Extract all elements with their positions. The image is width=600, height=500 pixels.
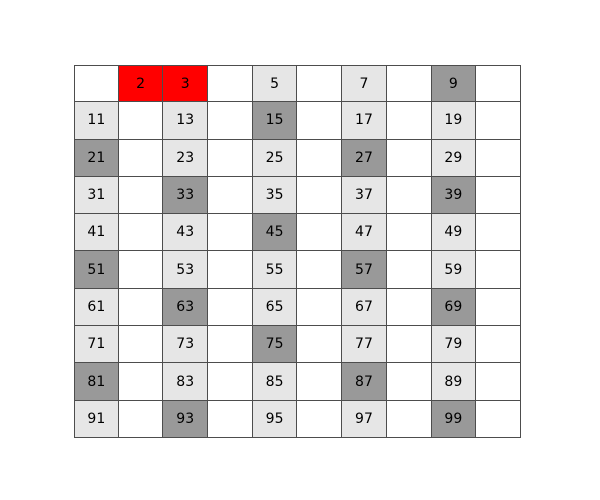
grid-cell-empty (476, 401, 521, 438)
grid-cell-empty (297, 401, 342, 438)
grid-cell-57: 57 (342, 251, 387, 288)
grid-cell-empty (476, 65, 521, 102)
grid-cell-87: 87 (342, 363, 387, 400)
grid-cell-empty (387, 289, 432, 326)
grid-cell-81: 81 (74, 363, 119, 400)
grid-cell-empty (476, 289, 521, 326)
grid-cell-25: 25 (253, 140, 298, 177)
grid-cell-empty (208, 251, 253, 288)
grid-cell-empty (387, 140, 432, 177)
grid-cell-empty (297, 177, 342, 214)
number-grid (74, 65, 521, 438)
grid-cell-23: 23 (163, 140, 208, 177)
grid-cell-27: 27 (342, 140, 387, 177)
grid-cell-63: 63 (163, 289, 208, 326)
grid-cell-45: 45 (253, 214, 298, 251)
grid-cell-empty (119, 140, 164, 177)
grid-cell-empty (387, 363, 432, 400)
grid-cell-empty (476, 251, 521, 288)
grid-cell-empty (119, 326, 164, 363)
grid-cell-43: 43 (163, 214, 208, 251)
grid-cell-75: 75 (253, 326, 298, 363)
grid-cell-empty (119, 177, 164, 214)
grid-cell-55: 55 (253, 251, 298, 288)
grid-cell-empty (297, 363, 342, 400)
grid-cell-empty (476, 363, 521, 400)
grid-cell-71: 71 (74, 326, 119, 363)
grid-cell-89: 89 (432, 363, 477, 400)
grid-cell-empty (387, 65, 432, 102)
grid-cell-37: 37 (342, 177, 387, 214)
grid-cell-77: 77 (342, 326, 387, 363)
grid-cell-51: 51 (74, 251, 119, 288)
grid-cell-19: 19 (432, 102, 477, 139)
grid-cell-95: 95 (253, 401, 298, 438)
grid-cell-empty (208, 65, 253, 102)
grid-cell-empty (476, 140, 521, 177)
grid-cell-empty (74, 65, 119, 102)
grid-cell-99: 99 (432, 401, 477, 438)
grid-cell-91: 91 (74, 401, 119, 438)
grid-cell-empty (119, 363, 164, 400)
grid-cell-17: 17 (342, 102, 387, 139)
grid-cell-15: 15 (253, 102, 298, 139)
grid-cell-empty (387, 326, 432, 363)
grid-cell-empty (119, 289, 164, 326)
grid-cell-empty (297, 140, 342, 177)
grid-cell-73: 73 (163, 326, 208, 363)
grid-cell-empty (208, 140, 253, 177)
grid-cell-33: 33 (163, 177, 208, 214)
grid-cell-empty (476, 177, 521, 214)
grid-cell-61: 61 (74, 289, 119, 326)
grid-cell-11: 11 (74, 102, 119, 139)
grid-cell-empty (387, 401, 432, 438)
grid-cell-9: 9 (432, 65, 477, 102)
grid-cell-empty (208, 214, 253, 251)
grid-cell-41: 41 (74, 214, 119, 251)
grid-cell-empty (297, 251, 342, 288)
grid-cell-5: 5 (253, 65, 298, 102)
grid-cell-empty (208, 326, 253, 363)
grid-cell-29: 29 (432, 140, 477, 177)
grid-cell-21: 21 (74, 140, 119, 177)
grid-cell-47: 47 (342, 214, 387, 251)
grid-cell-31: 31 (74, 177, 119, 214)
grid-cell-empty (387, 177, 432, 214)
grid-cell-empty (297, 289, 342, 326)
grid-cell-13: 13 (163, 102, 208, 139)
grid-cell-65: 65 (253, 289, 298, 326)
grid-cell-empty (297, 65, 342, 102)
grid-cell-empty (119, 214, 164, 251)
grid-cell-93: 93 (163, 401, 208, 438)
grid-cell-85: 85 (253, 363, 298, 400)
grid-cell-empty (119, 401, 164, 438)
grid-cell-empty (297, 214, 342, 251)
grid-cell-empty (208, 102, 253, 139)
grid-cell-83: 83 (163, 363, 208, 400)
grid-cell-empty (476, 326, 521, 363)
grid-cell-79: 79 (432, 326, 477, 363)
grid-cell-empty (476, 102, 521, 139)
grid-cell-empty (387, 251, 432, 288)
grid-cell-empty (208, 363, 253, 400)
grid-cell-53: 53 (163, 251, 208, 288)
grid-cell-67: 67 (342, 289, 387, 326)
grid-cell-empty (208, 401, 253, 438)
grid-cell-35: 35 (253, 177, 298, 214)
grid-cell-empty (387, 214, 432, 251)
grid-cell-empty (297, 102, 342, 139)
grid-cell-49: 49 (432, 214, 477, 251)
grid-cell-empty (208, 289, 253, 326)
grid-cell-2: 2 (119, 65, 164, 102)
grid-cell-empty (119, 251, 164, 288)
grid-cell-empty (476, 214, 521, 251)
grid-cell-39: 39 (432, 177, 477, 214)
grid-cell-empty (208, 177, 253, 214)
grid-cell-59: 59 (432, 251, 477, 288)
grid-cell-empty (297, 326, 342, 363)
grid-cell-3: 3 (163, 65, 208, 102)
grid-cell-97: 97 (342, 401, 387, 438)
grid-cell-empty (119, 102, 164, 139)
grid-cell-7: 7 (342, 65, 387, 102)
grid-cell-69: 69 (432, 289, 477, 326)
grid-cell-empty (387, 102, 432, 139)
